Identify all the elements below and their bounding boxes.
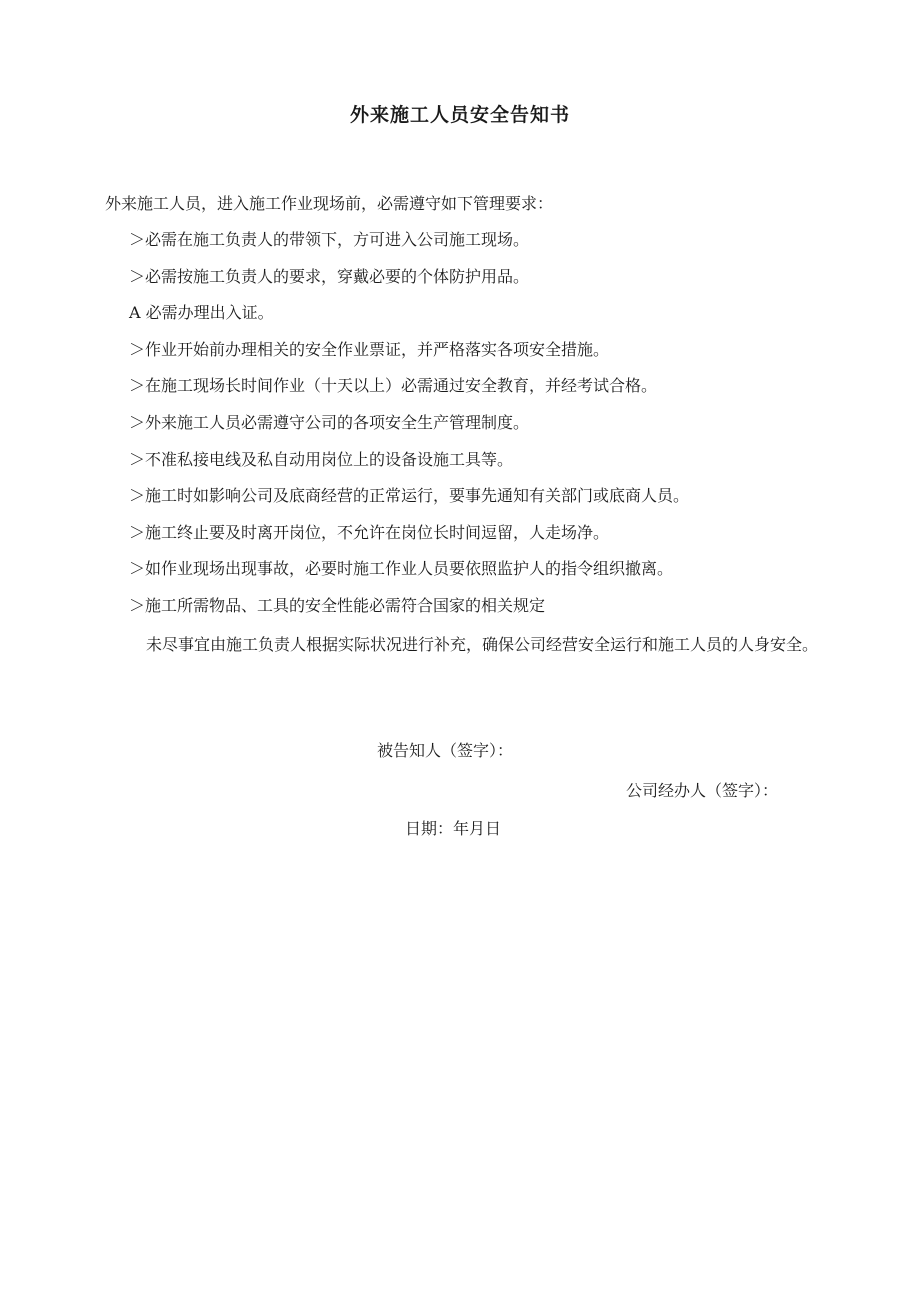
rule-item: ＞外来施工人员必需遵守公司的各项安全生产管理制度。 bbox=[129, 412, 530, 432]
rule-item: ＞不准私接电线及私自动用岗位上的设备设施工具等。 bbox=[129, 449, 514, 469]
rule-item: ＞在施工现场长时间作业（十天以上）必需通过安全教育，并经考试合格。 bbox=[129, 376, 658, 396]
document-title: 外来施工人员安全告知书 bbox=[349, 104, 570, 126]
rule-item: A 必需办理出入证。 bbox=[129, 303, 274, 323]
rule-item: ＞施工时如影响公司及底商经营的正常运行，要事先通知有关部门或底商人员。 bbox=[129, 486, 690, 506]
date-label: 日期：年月日 bbox=[405, 819, 502, 838]
rule-item: ＞施工所需物品、工具的安全性能必需符合国家的相关规定 bbox=[129, 595, 546, 615]
rules-list bbox=[129, 228, 689, 631]
notified-signature-label: 被告知人（签字）： bbox=[377, 741, 514, 760]
rule-item: ＞必需在施工负责人的带领下，方可进入公司施工现场。 bbox=[129, 230, 530, 249]
company-agent-signature-label: 公司经办人（签字）： bbox=[626, 781, 779, 800]
rule-item: ＞必需按施工负责人的要求，穿戴必要的个体防护用品。 bbox=[129, 266, 530, 286]
rule-item: ＞如作业现场出现事故，必要时施工作业人员要依照监护人的指令组织撤离。 bbox=[129, 559, 674, 579]
closing-paragraph: 未尽事宜由施工负责人根据实际状况进行补充，确保公司经营安全运行和施工人员的人身安全。 bbox=[146, 635, 819, 654]
rule-item: ＞作业开始前办理相关的安全作业票证，并严格落实各项安全措施。 bbox=[129, 339, 610, 359]
intro-paragraph: 外来施工人员，进入施工作业现场前，必需遵守如下管理要求： bbox=[105, 194, 554, 213]
rule-item: ＞施工终止要及时离开岗位，不允许在岗位长时间逗留，人走场净。 bbox=[129, 522, 610, 542]
